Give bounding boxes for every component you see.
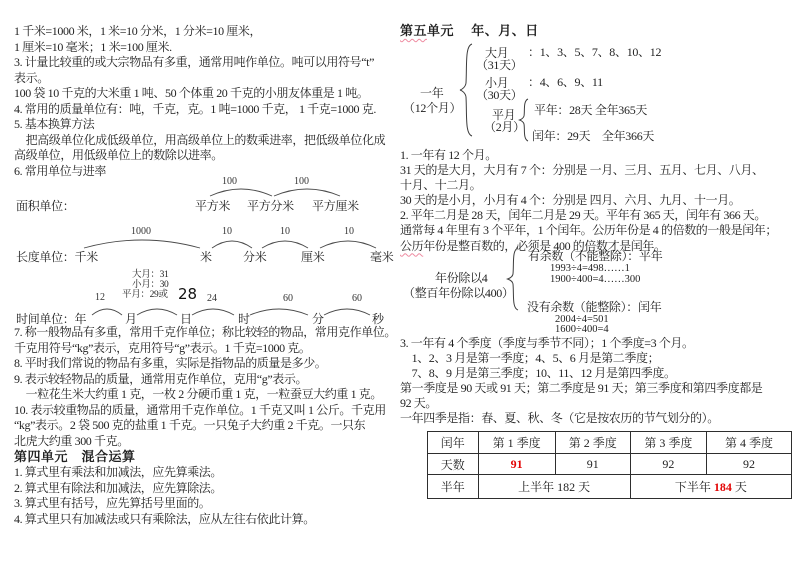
rate-label: 100: [222, 176, 237, 187]
time-units-diagram: [14, 268, 394, 325]
unit-item: 分: [312, 312, 324, 326]
length-units-diagram: [14, 227, 394, 268]
text-line: 一粒花生米大约重 1 克，一枚 2 分硬币重 1 克，一粒蚕豆大约重 1 克。: [14, 387, 383, 401]
small-month-list: ：4、6、9、11: [528, 75, 603, 89]
text-line: 高级单位，用低级单位上的数除以进率。: [14, 148, 223, 162]
second-half-post: 天: [731, 480, 747, 495]
text-line: 北虎大约重 300 千克。: [14, 433, 129, 448]
text-line: 1. 一年有 12 个月。: [400, 148, 497, 162]
rate-label: 10: [222, 226, 232, 237]
table-cell: 闰年: [428, 432, 479, 454]
table-cell-days-q4: 92: [706, 454, 791, 475]
handwritten-number: 28: [178, 285, 198, 303]
divide-root-sublabel: （整百年份除以400）: [403, 285, 514, 300]
rate-label: 60: [352, 293, 362, 304]
table-days-row: [428, 454, 792, 475]
unit-item: 平方分米: [247, 199, 294, 213]
unit-item: 秒: [372, 312, 384, 326]
table-half-year-row: [428, 475, 792, 499]
text-line: “kg”表示。2 袋 500 克的盐重 1 千克。一只兔子大约重 2 千克。一只东: [14, 418, 366, 432]
diagram-label: [16, 248, 98, 265]
area-units-diagram: [14, 176, 394, 227]
second-half-pre: 下半年: [674, 480, 714, 495]
brace: [506, 247, 520, 311]
flat-month-label: 平月: [492, 108, 516, 122]
rate-label: 100: [294, 176, 309, 187]
month-note: 平月：29或: [122, 290, 168, 300]
text-line: 第一季度是 90 天或 91 天；第二季度是 91 天；第三季度和第四季度都是: [400, 380, 763, 395]
unit-item: 时: [238, 312, 250, 326]
text-line: 7. 称一般物品有多重，常用千克作单位；称比较轻的物品，常用克作单位。: [14, 325, 397, 339]
table-cell-days-q3: 92: [630, 454, 706, 475]
text-line: 3. 算式里有括号，应先算括号里面的。: [14, 496, 211, 510]
table-cell-days-q1: 91: [478, 454, 555, 475]
unit5-header-rest: 单元 年、月、日: [427, 23, 539, 38]
equation: 1900÷400=4……300: [550, 273, 641, 285]
table-cell: 第 1 季度: [478, 432, 555, 454]
text-line: 6. 常用单位与进率: [14, 163, 107, 178]
unit-item: 厘米: [301, 250, 325, 264]
text-line: 千克用符号“kg”表示，克用符号“g”表示。1 千克=1000 克。: [14, 340, 311, 355]
unit-item: 千米: [74, 250, 98, 264]
line-rest: 年份是整百数的，必须是 400 的倍数才是闰年。: [423, 238, 666, 253]
divide-root-label: 年份除以4: [435, 270, 488, 285]
unit-item: 平方米: [195, 199, 231, 213]
text-line: 5. 基本换算方法: [14, 117, 95, 131]
text-line: 3. 一年有 4 个季度（季度与季节不同）；1 个季度=3 个月。: [400, 335, 694, 350]
equation: 1600÷400=4: [555, 323, 609, 335]
rate-label: 10: [280, 226, 290, 237]
leap-year-line: 闰年：29天 全年366天: [532, 129, 655, 143]
text-line: 1 厘米=10 毫米；1 米=100 厘米.: [14, 39, 172, 54]
text-line: 1 千米=1000 米，1 米=10 分米，1 分米=10 厘米，: [14, 24, 262, 38]
unit-item: 日: [180, 312, 192, 326]
time-label: 时间单位：: [16, 312, 75, 326]
remainder-label: 有余数（不能整除）：平年: [528, 248, 663, 263]
underlined-words: 公历: [400, 238, 424, 253]
big-month-list: ：1、3、5、7、8、10、12: [528, 45, 662, 59]
table-cell: 半年: [428, 475, 479, 499]
text-line: 3. 计量比较重的或大宗物品有多重，通常用吨作单位。吨可以用符号“t”: [14, 55, 374, 69]
text-line: 把高级单位化成低级单位，用高级单位上的数乘进率，把低级单位化成: [14, 132, 386, 147]
text-line: 30 天的是小月，小月有 4 个：分别是 四月、六月、九月、十一月。: [400, 193, 741, 208]
text-line: 10. 表示较重物品的质量，通常用千克作单位。1 千克又叫 1 公斤。千克用: [14, 402, 386, 417]
table-cell-first-half: 上半年 182 天: [478, 475, 630, 499]
table-cell: 第 2 季度: [555, 432, 630, 454]
brace: [518, 98, 530, 142]
table-cell: 第 4 季度: [706, 432, 791, 454]
diagram-label: 面积单位：: [16, 199, 75, 213]
rate-label: 10: [344, 226, 354, 237]
quarters-table: [427, 431, 792, 499]
month-note: 小月：30: [132, 280, 169, 290]
text-line: 100 袋 10 千克的大米重 1 吨、50 个体重 20 千克的小朋友体重是 1 吨。: [14, 86, 369, 100]
month-note: 大月：31: [132, 270, 169, 280]
table-cell-second-half: [630, 475, 791, 499]
rate-label: 12: [95, 292, 105, 303]
second-half-days-red: 184: [713, 480, 732, 495]
table-cell-days-q2: 91: [555, 454, 630, 475]
unit5-header-underlined: 第五: [400, 23, 428, 38]
unit-item: 年: [74, 312, 87, 326]
unit-item: 米: [200, 250, 212, 264]
text-line: 31 天的是大月，大月有 7 个：分别是 一月、三月、五月、七月、八月、: [400, 163, 764, 178]
rate-label: 1000: [131, 226, 151, 237]
unit5-header: [400, 22, 792, 40]
text-line: 表示。: [14, 70, 49, 85]
diagram-label: [16, 310, 86, 327]
text-line: 4. 算式里只有加减法或只有乘除法，应从左往右依此计算。: [14, 511, 315, 526]
unit-item: 平方厘米: [312, 199, 359, 213]
left-column: [14, 24, 397, 527]
equation: 2004÷4=501: [555, 313, 609, 325]
unit-item: 分米: [243, 250, 267, 264]
tree-root-label: 一年: [420, 86, 444, 100]
table-cell: 天数: [428, 454, 479, 475]
unit-item: 月: [125, 312, 137, 326]
text-line: 8. 平时我们常说的物品有多重，实际是指物品的质量是多少。: [14, 356, 327, 370]
rate-label: 24: [207, 293, 217, 304]
tree-root-sublabel: （12个月）: [403, 101, 462, 115]
text-line: 1. 算式里有乘法和加减法，应先算乘法。: [14, 465, 223, 479]
text-line: 7、8、9 月是第三季度；10、11、12 月是第四季度。: [400, 365, 676, 380]
text-line: 2. 算式里有除法和加减法，应先算除法。: [14, 480, 223, 495]
no-remainder-label: 没有余数（能整除）：闰年: [527, 299, 662, 314]
text-line: 4. 常用的质量单位有：吨，千克，克。1 吨=1000 千克， 1 千克=1000 克.: [14, 101, 376, 116]
brace: [458, 42, 474, 139]
small-month-days: （30天）: [476, 88, 523, 102]
small-month-label: 小月: [485, 76, 509, 90]
text-line: 2. 平年二月是 28 天，闰年二月是 29 天。平年有 365 天，闰年有 366 天。: [400, 208, 767, 223]
unit-item: 毫米: [370, 250, 394, 264]
leap-year-rule-diagram: [400, 247, 792, 333]
right-column: [400, 22, 792, 499]
text-line: 1、2、3 月是第一季度；4、5、6 月是第二季度；: [400, 350, 660, 365]
year-tree-diagram: [400, 40, 792, 148]
table-header-row: [428, 432, 792, 454]
flat-month-days: （2月）: [484, 120, 525, 134]
table-cell: 第 3 季度: [630, 432, 706, 454]
big-month-label: 大月: [485, 46, 509, 60]
big-month-days: （31天）: [476, 58, 523, 72]
equation: 1993÷4=498……1: [550, 262, 630, 274]
length-label: 长度单位：: [16, 250, 75, 264]
text-line: 9. 表示较轻物品的质量，通常用克作单位，克用“g”表示。: [14, 371, 308, 386]
rate-label: 60: [283, 293, 293, 304]
text-line: 通常每 4 年里有 3 个平年，1 个闰年。公历年份是 4 的倍数的一般是闰年；: [400, 223, 778, 238]
text-line: 一年四季是指：春、夏、秋、冬（它是按农历的节气划分的）。: [400, 411, 719, 426]
unit4-header: 第四单元 混合运算: [14, 449, 136, 464]
common-year-line: 平年：28天 全年365天: [534, 103, 648, 117]
text-line: 十月、十二月。: [400, 178, 482, 193]
text-line: 92 天。: [400, 396, 438, 411]
